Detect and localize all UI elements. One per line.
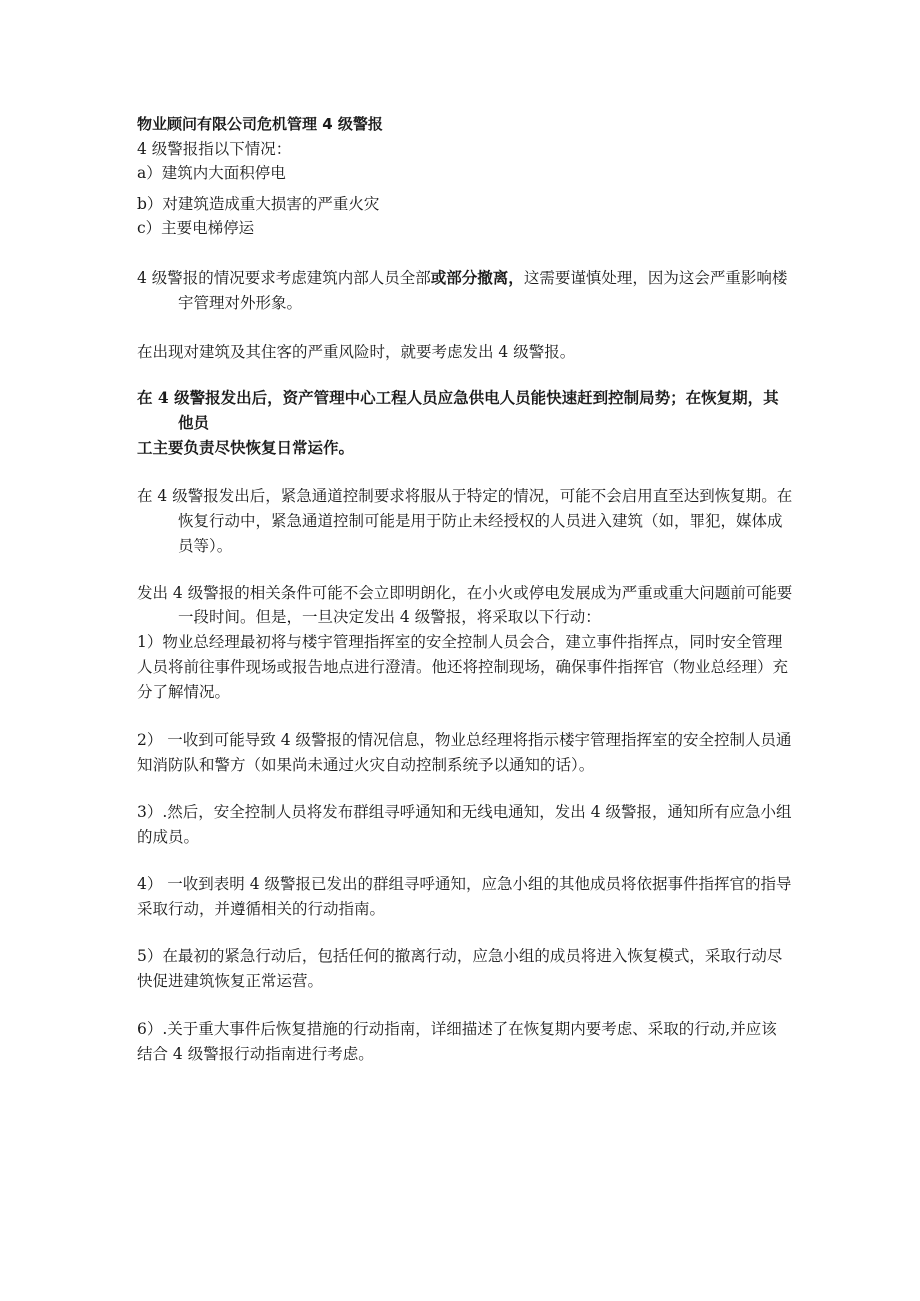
action-item-line: 4） 一收到表明 4 级警报已发出的群组寻呼通知，应急小组的其他成员将依据事件指挥官的指导	[137, 875, 792, 893]
paragraph-line: 一段时间。但是，一旦决定发出 4 级警报，将采取以下行动：	[178, 608, 601, 626]
situation-item: c）主要电梯停运	[137, 219, 255, 237]
action-item-line: 6）.关于重大事件后恢复措施的行动指南，详细描述了在恢复期内要考虑、采取的行动,并应该	[137, 1020, 777, 1038]
intro-text: 4 级警报指以下情况：	[137, 140, 292, 158]
situation-item: a）建筑内大面积停电	[137, 164, 286, 182]
action-item-line: 1）物业总经理最初将与楼宇管理指挥室的安全控制人员会合，建立事件指挥点，同时安全管理	[137, 633, 783, 651]
paragraph-text: 这需要谨慎处理，因为这会严重影响楼	[523, 269, 788, 287]
action-item-line: 采取行动，并遵循相关的行动指南。	[137, 900, 386, 918]
bold-paragraph-line: 在 4 级警报发出后，资产管理中心工程人员应急供电人员能快速赶到控制局势；在恢复期，其	[137, 388, 779, 407]
action-item-line: 5）在最初的紧急行动后，包括任何的撤离行动，应急小组的成员将进入恢复模式，采取行动尽	[137, 947, 783, 965]
bold-paragraph-line: 他员	[178, 413, 210, 432]
bold-emphasis: 或部分撤离，	[430, 268, 524, 287]
paragraph-line: 在 4 级警报发出后，紧急通道控制要求将服从于特定的情况，可能不会启用直至达到恢复期。在	[137, 487, 793, 505]
paragraph-line: 在出现对建筑及其住客的严重风险时，就要考虑发出 4 级警报。	[137, 343, 576, 361]
document-title: 物业顾问有限公司危机管理 4 级警报	[137, 115, 383, 133]
bold-paragraph-line: 工主要负责尽快恢复日常运作。	[137, 438, 355, 457]
action-item-line: 的成员。	[137, 828, 200, 846]
paragraph-line: 恢复行动中，紧急通道控制可能是用于防止未经授权的人员进入建筑（如，罪犯，媒体成	[178, 512, 783, 530]
paragraph-line: 发出 4 级警报的相关条件可能不会立即明朗化，在小火或停电发展成为严重或重大问题前可能要	[137, 584, 793, 602]
action-item-line: 3）.然后，安全控制人员将发布群组寻呼通知和无线电通知，发出 4 级警报，通知所有应急小组	[137, 803, 792, 821]
paragraph-line	[137, 267, 787, 289]
action-item-line: 分了解情况。	[137, 683, 231, 701]
action-item-line: 知消防队和警方（如果尚未通过火灾自动控制系统予以通知的话）。	[137, 756, 595, 774]
paragraph-line: 宇管理对外形象。	[178, 294, 303, 312]
situation-item: b）对建筑造成重大损害的严重火灾	[137, 195, 380, 213]
paragraph-text: 4 级警报的情况要求考虑建筑内部人员全部	[137, 269, 431, 287]
paragraph-line: 员等）。	[178, 537, 233, 555]
action-item-line: 人员将前往事件现场或报告地点进行澄清。他还将控制现场，确保事件指挥官（物业总经理）充	[137, 658, 789, 676]
action-item-line: 快促进建筑恢复正常运营。	[137, 972, 324, 990]
action-item-line: 结合 4 级警报行动指南进行考虑。	[137, 1045, 374, 1063]
action-item-line: 2） 一收到可能导致 4 级警报的情况信息，物业总经理将指示楼宇管理指挥室的安全控制人员通	[137, 731, 792, 749]
